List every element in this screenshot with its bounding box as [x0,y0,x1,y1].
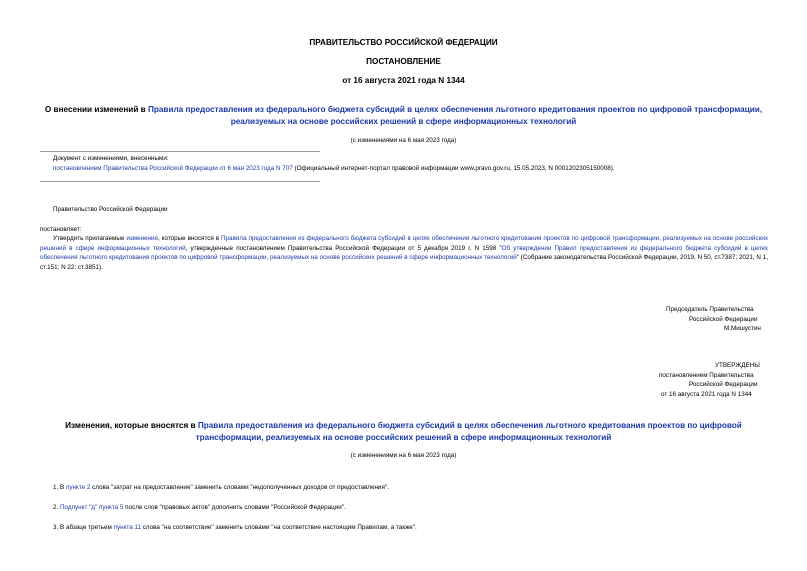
item1-text-b: слова "затрат на предоставление" заменить словами "недополученных доходов от предоставления". [90,484,389,491]
changes-title-prefix: Изменения, которые вносятся в [65,421,198,430]
item2-link[interactable]: Подпункт "д" пункта 5 [60,504,124,511]
decrees-word: постановляет: [40,226,82,233]
signature-block [666,305,754,315]
p1-rules-link[interactable]: Правила предоставления из федерального бюджета субсидий в целях обеспечения льготного кредитования проектов по цифровой трансформации, реализуемых на основе российских решений в сфере информационных технологий [40,235,769,252]
changes-note-decree-link[interactable]: постановлением Правительства Российской Федерации от 6 мая 2023 года N 707 [53,165,293,172]
item3-text-b: слова "на соответствие" заменить словами "на соответствие настоящим Правилам, а также". [141,524,417,531]
p1-decree-title-link[interactable]: Об утверждении Правил предоставления из федерального бюджета субсидий в целях обеспечения льготного кредитования проектов по цифровой трансформации, реализуемых на основе российских решений в сфере информационных технологий [40,244,768,261]
changes-title [40,420,767,444]
document-date-number: от 16 августа 2021 года N 1344 [342,76,465,85]
p1-changes-link[interactable]: изменения [126,235,158,242]
title-prefix: О внесении изменений в [44,105,148,114]
signature-name: М.Мишустин [724,325,761,332]
approved-heading: УТВЕРЖДЕНЫ [715,362,760,369]
approved-line2: постановлением Правительства [659,372,754,379]
item2-text-b: после слов "правовых актов" дополнить словами "Российской Федерации". [123,504,346,511]
item3-text-a: 3. В абзаце третьем [53,524,114,531]
main-paragraph [40,234,768,272]
item2-text-a: 2. [53,504,61,511]
signature-title: Председатель Правительства [666,306,754,313]
signature-country: Российской Федерации [689,316,758,323]
p1-text-c: , утвержденные постановлением Правительства Российской Федерации от 5 декабря 2019 г. N 1598 " [185,244,502,252]
p1-text-d: " (Собрание законодательства Российской Федерации, 2019, N 50, ст.7387; 2021, N 1, ст.151; N 22: ст.3851). [40,254,768,271]
divider-top [40,151,320,152]
changes-note-heading: Документ с изменениями, внесенными: [53,155,169,162]
p1-text-a: Утвердить прилагаемые [53,235,127,242]
item3-link[interactable]: пункта 11 [113,524,141,531]
divider-bottom [40,181,320,182]
government-heading: ПРАВИТЕЛЬСТВО РОССИЙСКОЙ ФЕДЕРАЦИИ [309,38,498,47]
approved-line3: Российской Федерации [689,381,758,388]
item1-link[interactable]: пункте 2 [65,484,91,491]
item1-text-a: 1. В [53,484,66,491]
list-item [53,503,346,513]
p1-text-b: , которые вносятся в [157,235,222,242]
changes-title-rules-link[interactable]: Правила предоставления из федерального бюджета субсидий в целях обеспечения льготного кредитования проектов по цифровой трансформации, реализуемых на основе российских решений в сфере информационных технологий [195,421,742,442]
title-rules-link[interactable]: Правила предоставления из федерального бюджета субсидий в целях обеспечения льготного кредитования проектов по цифровой трансформации, реализуемых на основе российских решений в сфере информационных технологий [147,105,763,126]
approved-line4: от 16 августа 2021 года N 1344 [661,391,752,398]
title-edition: (с изменениями на 6 мая 2023 года) [350,137,457,144]
document-type: ПОСТАНОВЛЕНИЕ [366,57,441,66]
changes-note-source: (Официальный интернет-портал правовой информации www.pravo.gov.ru, 15.05.2023, N 0001202305150008). [292,165,615,172]
changes-title-edition: (с изменениями на 6 мая 2023 года) [350,452,457,459]
list-item [53,523,417,533]
document-title [40,104,767,128]
changes-note-body [53,164,773,174]
government-line: Правительство Российской Федерации [53,206,168,213]
list-item [53,483,389,493]
